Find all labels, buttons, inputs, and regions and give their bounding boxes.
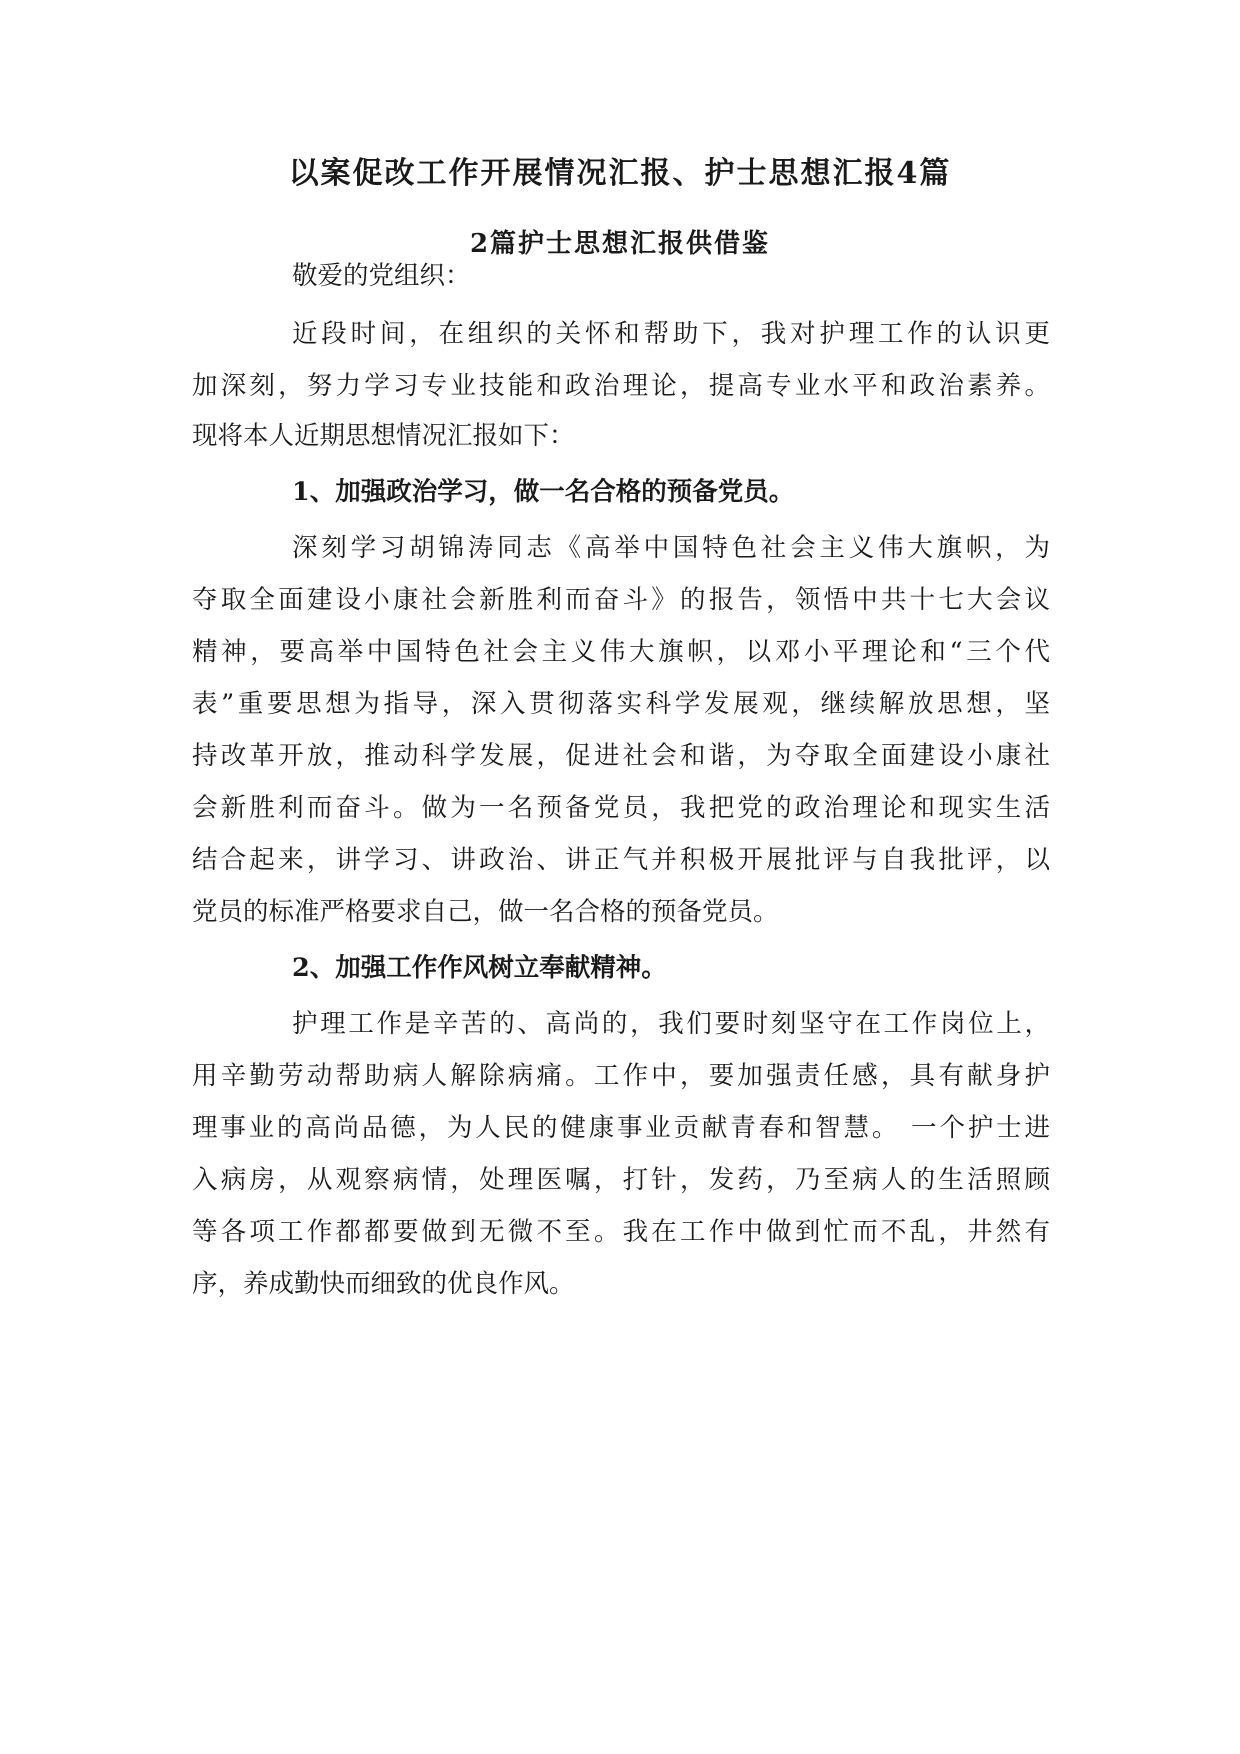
paragraph-line: 近段时间，在组织的关怀和帮助下，我对护理工作的认识更 <box>292 319 1050 349</box>
paragraph-line: 夺取全面建设小康社会新胜利而奋斗》的报告，领悟中共十七大会议 <box>192 585 1050 615</box>
paragraph-line: 深刻学习胡锦涛同志《高举中国特色社会主义伟大旗帜，为 <box>292 533 1050 563</box>
paragraph-line: 等各项工作都都要做到无微不至。我在工作中做到忙而不乱，井然有 <box>192 1217 1050 1247</box>
paragraph-line: 表”重要思想为指导，深入贯彻落实科学发展观，继续解放思想，坚 <box>192 689 1050 719</box>
paragraph-line: 持改革开放，推动科学发展，促进社会和谐，为夺取全面建设小康社 <box>192 741 1050 771</box>
paragraph-line: 精神，要高举中国特色社会主义伟大旗帜，以邓小平理论和“三个代 <box>192 637 1050 667</box>
paragraph-line: 用辛勤劳动帮助病人解除病痛。工作中，要加强责任感，具有献身护 <box>192 1061 1050 1091</box>
document-subtitle: 2篇护士思想汇报供借鉴 <box>469 229 771 259</box>
paragraph-line: 会新胜利而奋斗。做为一名预备党员，我把党的政治理论和现实生活 <box>192 793 1050 823</box>
paragraph-line: 现将本人近期思想情况汇报如下： <box>192 421 575 451</box>
paragraph-line: 理事业的高尚品德，为人民的健康事业贡献青春和智慧。 一个护士进 <box>192 1113 1050 1143</box>
paragraph-line: 党员的标准严格要求自己，做一名合格的预备党员。 <box>192 897 779 927</box>
paragraph-line: 序，养成勤快而细致的优良作风。 <box>192 1269 575 1299</box>
paragraph-line: 护理工作是辛苦的、高尚的，我们要时刻坚守在工作岗位上， <box>292 1009 1050 1039</box>
document-title: 以案促改工作开展情况汇报、护士思想汇报4篇 <box>288 156 952 191</box>
section-heading: 2、加强工作作风树立奉献精神。 <box>292 953 667 983</box>
salutation: 敬爱的党组织： <box>292 261 471 291</box>
paragraph-line: 加深刻，努力学习专业技能和政治理论，提高专业水平和政治素养。 <box>192 371 1050 401</box>
section-heading: 1、加强政治学习，做一名合格的预备党员。 <box>292 477 795 507</box>
paragraph-line: 结合起来，讲学习、讲政治、讲正气并积极开展批评与自我批评，以 <box>192 845 1050 875</box>
paragraph-line: 入病房，从观察病情，处理医嘱，打针，发药，乃至病人的生活照顾 <box>192 1165 1050 1195</box>
